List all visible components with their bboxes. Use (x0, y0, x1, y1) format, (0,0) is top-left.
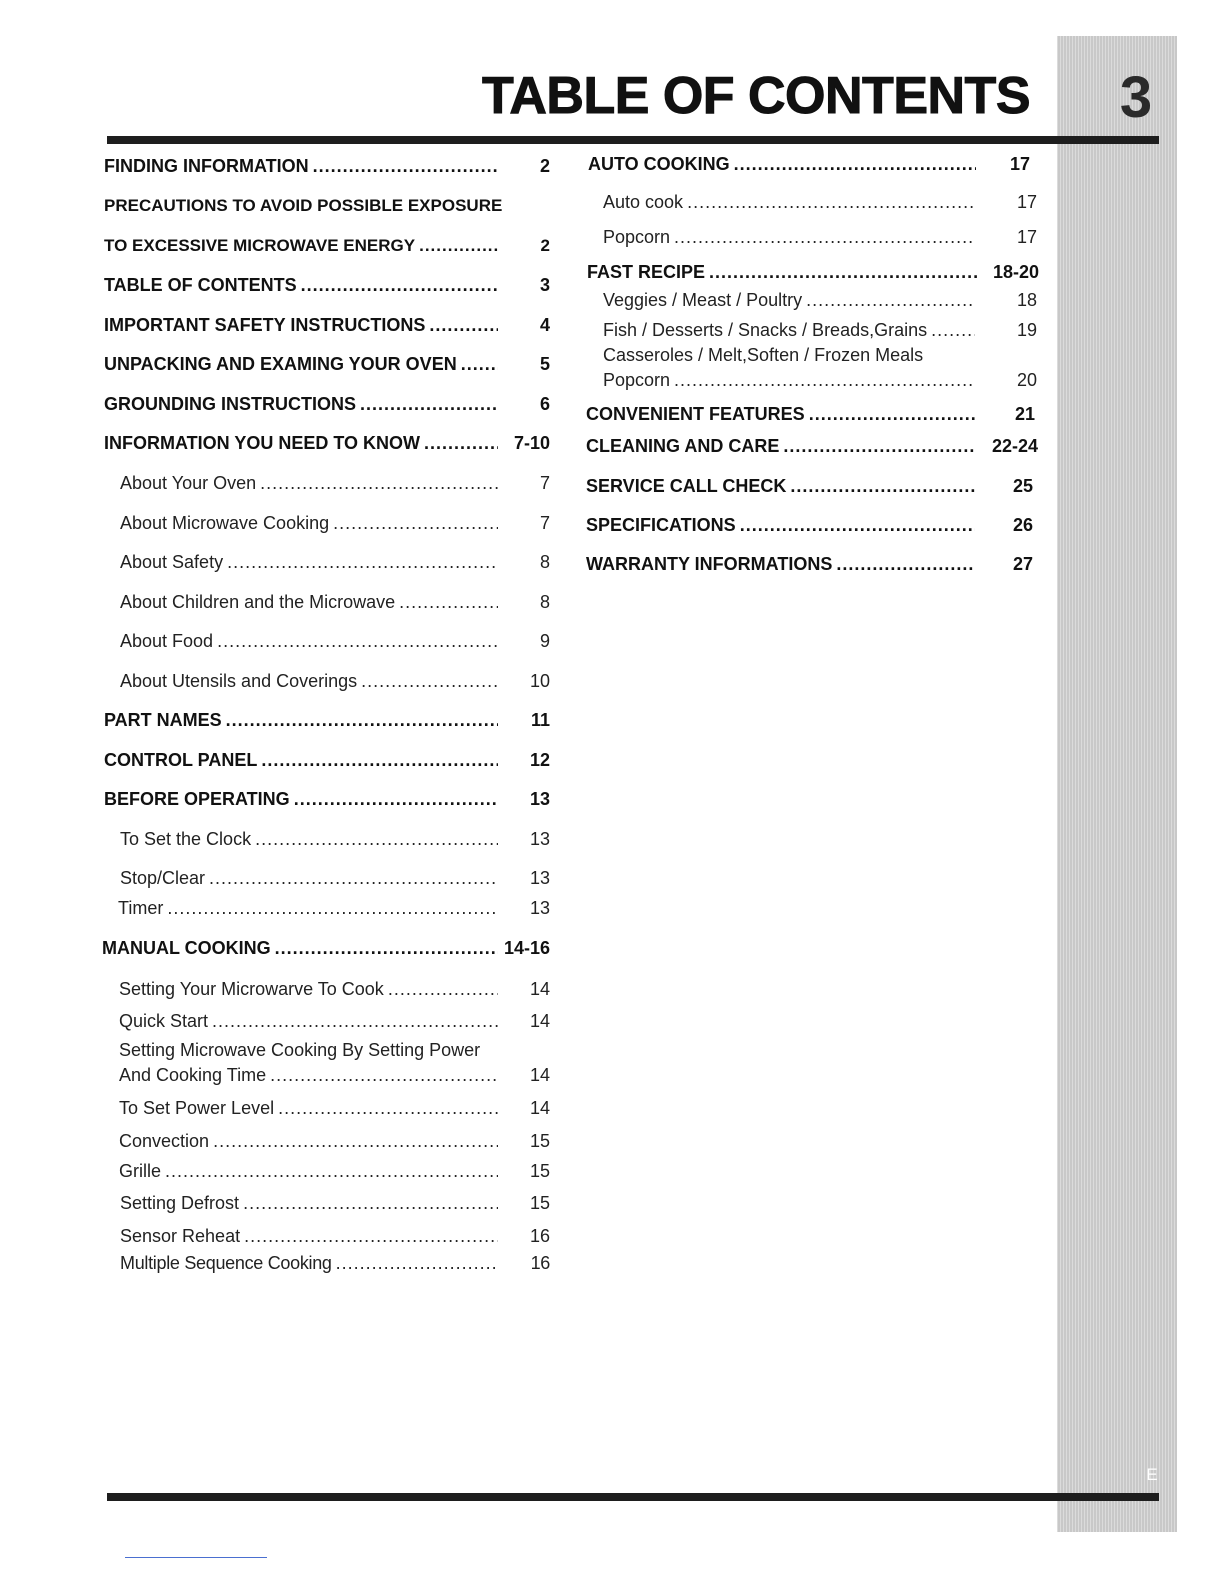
leader-dots (333, 513, 498, 534)
leader-dots (361, 671, 498, 692)
leader-dots (165, 1161, 498, 1182)
leader-dots (167, 898, 498, 919)
toc-entry-label: To Set the Clock (120, 829, 252, 849)
toc-entry[interactable] (586, 436, 1038, 457)
toc-entry-page: 17 (1016, 227, 1037, 247)
toc-entry-page: 19 (1016, 320, 1037, 340)
toc-entry-label: Stop/Clear (120, 868, 206, 888)
toc-entry-label: And Cooking Time (119, 1065, 267, 1085)
toc-entry-page: 2 (539, 156, 550, 176)
toc-entry-page: 13 (529, 898, 550, 918)
toc-entry-page: 25 (1012, 476, 1033, 496)
toc-entry[interactable] (120, 592, 550, 613)
toc-entry-page: 17 (1009, 154, 1030, 174)
toc-entry-page: 18-20 (992, 262, 1039, 282)
toc-entry-page: 16 (530, 1253, 550, 1273)
leader-dots (270, 1065, 498, 1086)
toc-entry[interactable] (120, 473, 550, 494)
toc-entry[interactable] (603, 192, 1037, 213)
toc-entry-page: 11 (530, 710, 550, 730)
toc-entry-label: Veggies / Meast / Poultry (603, 290, 803, 310)
toc-entry-label: Setting Defrost (120, 1193, 240, 1213)
leader-dots (790, 476, 975, 497)
toc-entry-label: SPECIFICATIONS (586, 515, 736, 535)
toc-entry-page: 2 (540, 236, 550, 255)
toc-entry-page: 5 (539, 354, 550, 374)
toc-entry-page: 6 (539, 394, 550, 414)
leader-dots (399, 592, 498, 613)
toc-entry[interactable] (119, 1098, 550, 1119)
leader-dots (674, 370, 975, 391)
toc-entry-page: 7 (539, 513, 550, 533)
toc-entry[interactable] (587, 262, 1039, 283)
leader-dots (806, 290, 975, 311)
toc-entry[interactable] (588, 154, 1030, 175)
toc-entry-page: 13 (529, 868, 550, 888)
toc-entry-page: 14 (529, 1098, 550, 1118)
toc-entry-label: Auto cook (603, 192, 684, 212)
toc-entry[interactable] (119, 1131, 550, 1152)
leader-dots (209, 868, 498, 889)
toc-entry[interactable] (586, 404, 1035, 425)
toc-entry-label: FAST RECIPE (587, 262, 706, 282)
toc-entry[interactable] (119, 1161, 550, 1182)
toc-entry[interactable] (119, 1065, 550, 1086)
toc-entry-page: 17 (1016, 192, 1037, 212)
toc-entry-page: 18 (1016, 290, 1037, 310)
leader-dots (260, 473, 498, 494)
side-index-tab (1057, 36, 1177, 1532)
toc-entry-label: TO EXCESSIVE MICROWAVE ENERGY (104, 236, 416, 255)
toc-entry-label: INFORMATION YOU NEED TO KNOW (104, 433, 421, 453)
toc-entry-label: Setting Microwave Cooking By Setting Power (119, 1040, 481, 1060)
toc-entry-label: CLEANING AND CARE (586, 436, 780, 456)
toc-entry-page: 22-24 (991, 436, 1038, 456)
toc-entry[interactable] (104, 394, 550, 415)
toc-entry-label: About Utensils and Coverings (120, 671, 358, 691)
toc-entry[interactable] (120, 552, 550, 573)
toc-entry-page: 13 (529, 829, 550, 849)
toc-entry-page: 14 (529, 979, 550, 999)
leader-dots (419, 236, 498, 256)
toc-entry-page: 16 (529, 1226, 550, 1246)
toc-entry-page: 7-10 (513, 433, 550, 453)
toc-entry[interactable] (120, 1226, 550, 1247)
toc-entry-label: AUTO COOKING (588, 154, 730, 174)
toc-entry-label: Convection (119, 1131, 210, 1151)
leader-dots (226, 710, 498, 731)
leader-dots (212, 1011, 498, 1032)
leader-dots (836, 554, 975, 575)
leader-dots (674, 227, 975, 248)
toc-entry-label: GROUNDING INSTRUCTIONS (104, 394, 356, 414)
toc-entry-label: Setting Your Microwarve To Cook (119, 979, 384, 999)
toc-entry-label: Grille (119, 1161, 162, 1181)
toc-entry[interactable] (120, 631, 550, 652)
toc-entry-page: 3 (539, 275, 550, 295)
toc-entry-page: 15 (529, 1161, 550, 1181)
leader-dots (213, 1131, 498, 1152)
side-page-number: 3 (1119, 65, 1153, 130)
toc-entry-label: About Food (120, 631, 214, 651)
footer-line (125, 1557, 267, 1558)
leader-dots (217, 631, 498, 652)
leader-dots (243, 1193, 498, 1214)
toc-entry-label: WARRANTY INFORMATIONS (586, 554, 833, 574)
toc-entry[interactable] (104, 156, 550, 177)
toc-entry[interactable] (603, 320, 1037, 341)
toc-entry[interactable] (102, 938, 550, 959)
leader-dots (388, 979, 498, 1000)
toc-entry[interactable] (104, 433, 550, 454)
leader-dots (227, 552, 498, 573)
toc-entry-label: Multiple Sequence Cooking (120, 1253, 332, 1273)
toc-entry-label: UNPACKING AND EXAMING YOUR OVEN (104, 354, 457, 374)
toc-entry-label: About Safety (120, 552, 224, 572)
leader-dots (931, 320, 975, 341)
toc-entry[interactable] (120, 671, 550, 692)
toc-entry[interactable] (104, 315, 550, 336)
leader-dots (360, 394, 498, 415)
toc-entry-page: 14 (529, 1011, 550, 1031)
toc-entry-label: About Your Oven (120, 473, 257, 493)
toc-entry[interactable] (120, 513, 550, 534)
leader-dots (461, 354, 498, 375)
toc-entry-page: 20 (1016, 370, 1037, 390)
toc-entry-label: Popcorn (603, 227, 671, 247)
toc-entry-page: 26 (1012, 515, 1033, 535)
toc-entry-page: 14 (529, 1065, 550, 1085)
leader-dots (313, 156, 498, 177)
bottom-rule (107, 1493, 1159, 1501)
toc-entry[interactable] (586, 476, 1033, 497)
toc-entry[interactable] (104, 710, 550, 731)
toc-entry-label: About Microwave Cooking (120, 513, 330, 533)
toc-entry-page: 15 (529, 1131, 550, 1151)
toc-entry-page: 27 (1012, 554, 1033, 574)
leader-dots (261, 750, 498, 771)
toc-entry-label: Fish / Desserts / Snacks / Breads,Grains (603, 320, 928, 340)
leader-dots (734, 154, 976, 175)
toc-entry[interactable] (104, 750, 550, 771)
toc-entry[interactable] (119, 979, 550, 1000)
toc-entry-label: Sensor Reheat (120, 1226, 241, 1246)
toc-entry[interactable] (118, 898, 550, 919)
toc-entry-page: 8 (539, 592, 550, 612)
leader-dots (255, 829, 498, 850)
toc-entry[interactable] (104, 275, 550, 296)
toc-entry-label: TABLE OF CONTENTS (104, 275, 297, 295)
toc-entry[interactable] (120, 1193, 550, 1214)
top-rule (107, 136, 1159, 144)
leader-dots (740, 515, 975, 536)
toc-entry-label: Quick Start (119, 1011, 209, 1031)
toc-entry-page: 13 (529, 789, 550, 809)
toc-entry[interactable] (603, 290, 1037, 311)
toc-entry-label: BEFORE OPERATING (104, 789, 290, 809)
toc-entry-label: PRECAUTIONS TO AVOID POSSIBLE EXPOSURE (104, 196, 503, 215)
toc-entry[interactable] (603, 227, 1037, 248)
toc-entry-page: 12 (529, 750, 550, 770)
toc-entry-label: CONVENIENT FEATURES (586, 404, 805, 424)
leader-dots (687, 192, 975, 213)
toc-entry[interactable] (603, 370, 1037, 391)
toc-entry-label: Popcorn (603, 370, 671, 390)
toc-entry[interactable] (104, 236, 550, 256)
toc-entry-label: FINDING INFORMATION (104, 156, 309, 176)
leader-dots (244, 1226, 498, 1247)
leader-dots (424, 433, 498, 454)
toc-entry-label: MANUAL COOKING (102, 938, 271, 958)
leader-dots (783, 436, 976, 457)
side-section-letter: E (1146, 1465, 1158, 1484)
toc-entry-label: Casseroles / Melt,Soften / Frozen Meals (603, 345, 924, 365)
toc-entry-label: About Children and the Microwave (120, 592, 396, 612)
toc-entry-label: SERVICE CALL CHECK (586, 476, 787, 496)
toc-entry-label: Timer (118, 898, 164, 918)
toc-entry[interactable] (104, 789, 550, 810)
toc-entry-page: 10 (529, 671, 550, 691)
leader-dots (809, 404, 975, 425)
toc-entry-label: PART NAMES (104, 710, 222, 730)
toc-entry[interactable] (586, 515, 1033, 536)
toc-entry[interactable] (119, 1011, 550, 1032)
toc-entry-page: 21 (1014, 404, 1035, 424)
leader-dots (278, 1098, 498, 1119)
toc-entry[interactable] (586, 554, 1033, 575)
leader-dots (301, 275, 498, 296)
toc-entry-page: 8 (539, 552, 550, 572)
toc-entry-label: CONTROL PANEL (104, 750, 258, 770)
toc-entry[interactable] (120, 829, 550, 850)
leader-dots (275, 938, 498, 959)
leader-dots (336, 1253, 498, 1274)
toc-entry-label: To Set Power Level (119, 1098, 275, 1118)
toc-entry[interactable] (120, 1253, 550, 1274)
leader-dots (294, 789, 498, 810)
toc-entry-page: 14-16 (503, 938, 550, 958)
toc-entry-page: 7 (539, 473, 550, 493)
toc-entry-page: 9 (539, 631, 550, 651)
leader-dots (709, 262, 977, 283)
toc-entry-page: 15 (529, 1193, 550, 1213)
page-title: TABLE OF CONTENTS (481, 67, 1030, 125)
toc-entry[interactable] (120, 868, 550, 889)
toc-entry[interactable] (104, 354, 550, 375)
toc-entry-label: IMPORTANT SAFETY INSTRUCTIONS (104, 315, 426, 335)
leader-dots (429, 315, 498, 336)
toc-entry-page: 4 (539, 315, 550, 335)
